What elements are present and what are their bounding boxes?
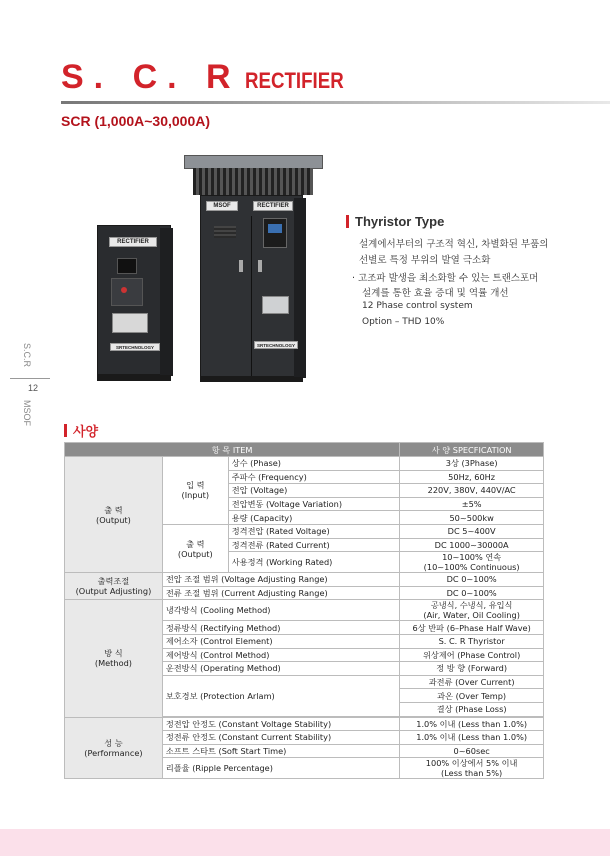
subgroup-input: 입 력 (Input) <box>162 457 228 525</box>
table-header-row <box>65 443 544 457</box>
small-cabinet-brand: SRTECHNOLOGY <box>110 343 160 351</box>
subgroup-output: 출 력 (Output) <box>162 524 228 572</box>
table-row: 제어소자 (Control Element) S. C. R Thyristor <box>65 634 544 648</box>
table-row: 결상 (Phase Loss) <box>65 702 544 716</box>
small-cabinet-plate: RECTIFIER <box>109 237 157 247</box>
feature-phase: 12 Phase control system <box>362 301 473 311</box>
table-row: 주파수 (Frequency) 50Hz, 60Hz <box>65 470 544 484</box>
group-adjust: 출력조절 (Output Adjusting) <box>65 573 163 600</box>
thyristor-bullet: · 고조파 발생을 최소화할 수 있는 트랜스포머 설계를 통한 효율 증대 및 역률 개선 <box>352 273 539 299</box>
large-cabinet-plate-right: RECTIFIER <box>253 201 293 211</box>
page-subtitle: SCR (1,000A~30,000A) <box>61 113 211 129</box>
col-spec-header: 사 양 SPECFICATION <box>400 443 544 457</box>
group-performance: 성 능 (Performance) <box>65 717 163 779</box>
table-row: 출 력 (Output) 정격전압 (Rated Voltage) DC 5~400V <box>65 524 544 538</box>
side-label-bottom: MSOF <box>22 400 32 426</box>
page-number: 12 <box>28 383 39 393</box>
table-row: 출 력 (Output) 입 력 (Input) 상수 (Phase) 3상 (3Phase) <box>65 457 544 471</box>
table-row: 전압 (Voltage) 220V, 380V, 440V/AC <box>65 484 544 498</box>
thyristor-heading: Thyristor Type <box>346 214 444 229</box>
heading-marker <box>64 424 67 437</box>
table-row: 용량 (Capacity) 50~500kw <box>65 511 544 525</box>
table-row: 성 능 (Performance) 정전압 안정도 (Constant Voltage Stability) 1.0% 이내 (Less than 1.0%) <box>65 717 544 731</box>
table-row: 운전방식 (Operating Method) 정 방 향 (Forward) <box>65 662 544 676</box>
title-main: S. C. R <box>61 58 241 96</box>
title-sub: RECTIFIER <box>244 68 344 93</box>
table-row: 보호경보 (Protection Arlam) 과전류 (Over Current) <box>65 675 544 689</box>
page-title <box>61 58 361 97</box>
title-rule <box>61 101 610 104</box>
table-row: 정류방식 (Rectifying Method) 6상 반파 (6–Phase Half Wave) <box>65 621 544 635</box>
table-row: 제어방식 (Control Method) 위상제어 (Phase Control) <box>65 648 544 662</box>
large-cabinet-brand: SRTECHNOLOGY <box>254 341 298 349</box>
spec-table: 항 목 ITEM 사 양 SPECFICATION 출 력 (Output) 입 력 (Input) 상수 (Phase) 3상 (3Phase) 주파수 (Frequency) 50Hz, 60Hz 전압 (Voltage) 220V, 380V, 440V/AC 전압변동 (Voltage Variation) ±5% 용량 (Capacity) 50~500kw 출 력 (Output) 정격전압 (Rated Voltage) DC 5~400V 정격전류 (Rated Current) DC 1000~30000A 사용정격 (Working Rated) 10~100% 연속 (10~100% Continuous) 출력조절 (Output Adjusting) 전압 조절 범위 (Voltage Adjusting Range) DC 0~100% 전류 조절 범위 (Current Adjusting Range) DC 0~100% 방 식 (Method) 냉각방식 (Cooling Method) 공냉식, 수냉식, 유입식 (Air, Water, Oil Cooling) 정류방식 (Rectifying Method) 6상 반파 (6–Phase Half Wave) 제어소자 (Control Element) S. C. R Thyristor 제어방식 (Control Method) 위상제어 (Phase Control) 운전방식 (Operating Method) 정 방 향 (Forward) 보호경보 (Protection Arlam) 과전류 (Over Current) 과온 (Over Temp) 결상 (Phase Loss) 성 능 (Performance) 정전압 안정도 (Constant Voltage Stability) 1.0% 이내 (Less than 1.0%) 정전류 안정도 (Constant Current Stability) 1.0% 이내 (Less than 1.0%) 소프트 스타트 (Soft Start Time) 0~60sec 리플율 (Ripple Percentage) 100% 이상에서 5% 이내 (Less than 5%) <box>64 442 544 779</box>
thyristor-description: 설계에서부터의 구조적 혁신, 차별화된 부품의 선별로 특정 부위의 발열 극소화 <box>359 239 549 266</box>
table-row: 전류 조절 범위 (Current Adjusting Range) DC 0~100% <box>65 586 544 600</box>
table-row: 과온 (Over Temp) <box>65 689 544 703</box>
large-cabinet-plate-left: MSOF <box>206 201 238 211</box>
table-row: 정격전류 (Rated Current) DC 1000~30000A <box>65 538 544 552</box>
footer-band <box>0 829 610 856</box>
table-row: 전압변동 (Voltage Variation) ±5% <box>65 497 544 511</box>
side-divider <box>10 378 50 379</box>
col-item-header: 항 목 ITEM <box>65 443 400 457</box>
feature-option: Option – THD 10% <box>362 317 445 327</box>
heading-marker <box>346 215 349 228</box>
side-label-top: S.C.R <box>22 343 32 368</box>
table-row: 소프트 스타트 (Soft Start Time) 0~60sec <box>65 744 544 758</box>
group-method: 방 식 (Method) <box>65 600 163 717</box>
table-row: 출력조절 (Output Adjusting) 전압 조절 범위 (Voltage Adjusting Range) DC 0~100% <box>65 573 544 587</box>
group-output: 출 력 (Output) <box>65 457 163 573</box>
spec-heading: 사양 <box>64 421 98 440</box>
table-row: 정전류 안정도 (Constant Current Stability) 1.0% 이내 (Less than 1.0%) <box>65 731 544 745</box>
